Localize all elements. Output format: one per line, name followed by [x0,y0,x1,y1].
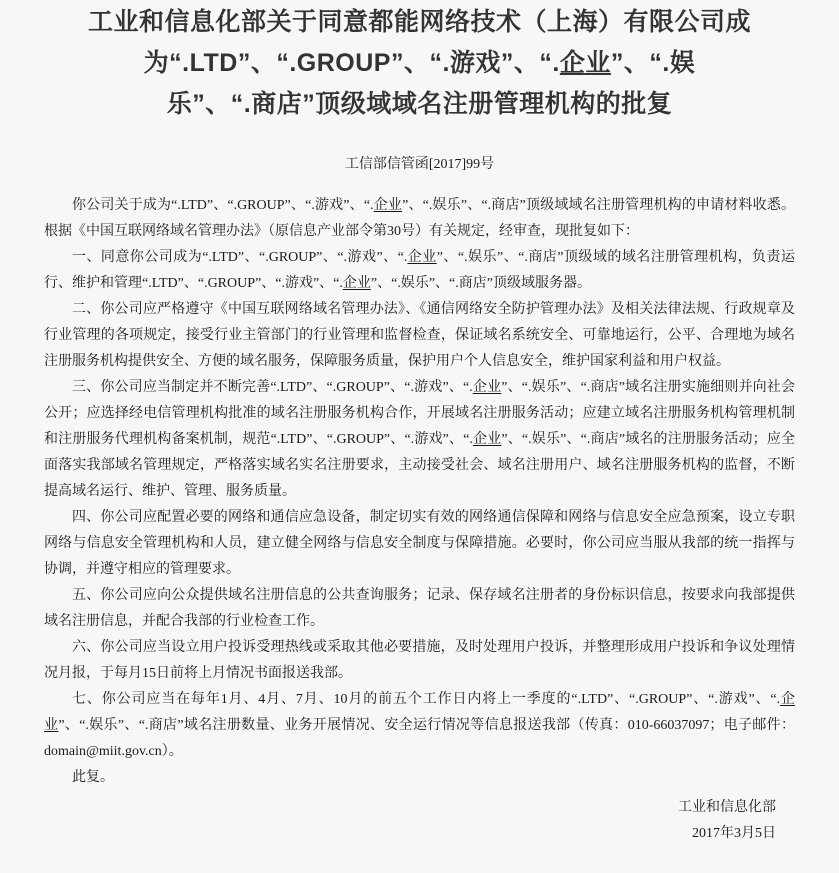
signature-organization: 工业和信息化部 [678,800,776,815]
document-number: 工信部信管函[2017]99号 [344,157,495,172]
paragraph-item-1: 一、同意你公司成为“.LTD”、“.GROUP”、“.游戏”、“.企业”、“.娱乐”、“.商店”顶级域的域名注册管理机构，负责运行、维护和管理“.LTD”、“.GROUP”、“.游戏”、“.企业”、“.娱乐”、“.商店”顶级域服务器。 [44,250,795,291]
paragraph-item-3: 三、你公司应当制定并不断完善“.LTD”、“.GROUP”、“.游戏”、“.企业”、“.娱乐”、“.商店”域名注册实施细则并向社会公开；应选择经电信管理机构批准的域名注册服务机构合作，开展域名注册服务活动；应建立域名注册服务机构管理机制和注册服务代理机构备案机制，规范“.LTD”、“.GROUP”、“.游戏”、“.企业”、“.娱乐”、“.商店”域名的注册服务活动；应全面落实我部域名管理规定，严格落实域名实名注册要求，主动接受社会、域名注册用户、域名注册服务机构的监督，不断提高域名运行、维护、管理、服务质量。 [44,380,795,499]
title-line-1: 工业和信息化部关于同意都能网络技术（上海）有限公司成 [87,8,751,36]
paragraph-item-7: 七、你公司应当在每年1月、4月、7月、10月的前五个工作日内将上一季度的“.LTD”、“.GROUP”、“.游戏”、“.企业”、“.娱乐”、“.商店”域名注册数量、业务开展情况、安全运行情况等信息报送我部（传真：010-66037097；电子邮件：domain@miit.gov.cn）。 [44,692,796,759]
paragraph-item-5: 五、你公司应向公众提供域名注册信息的公共查询服务；记录、保存域名注册者的身份标识信息，按要求向我部提供域名注册信息，并配合我部的行业检查工作。 [44,588,795,629]
document-title [44,2,795,125]
title-line-3: 乐”、“.商店”顶级域域名注册管理机构的批复 [166,90,673,118]
paragraph-intro: 你公司关于成为“.LTD”、“.GROUP”、“.游戏”、“.企业”、“.娱乐”、“.商店”顶级域域名注册管理机构的申请材料收悉。根据《中国互联网络域名管理办法》（原信息产业部令第30号）有关规定，经审查，现批复如下： [44,198,795,239]
paragraph-item-2: 二、你公司应严格遵守《中国互联网络域名管理办法》、《通信网络安全防护管理办法》及相关法律法规、行政规章及行业管理的各项规定，接受行业主管部门的行业管理和监督检查，保证域名系统安全、可靠地运行，公平、合理地为域名注册服务机构提供安全、方便的域名服务，保障服务质量，保护用户个人信息安全，维护国家利益和用户权益。 [44,302,795,369]
signature-date: 2017年3月5日 [692,826,776,841]
paragraph-item-6: 六、你公司应当设立用户投诉受理热线或采取其他必要措施，及时处理用户投诉，并整理形成用户投诉和争议处理情况月报，于每月15日前将上月情况书面报送我部。 [44,640,795,681]
title-line-2: 为“.LTD”、“.GROUP”、“.游戏”、“.企业”、“.娱 [143,49,696,77]
signature-block [44,795,795,847]
paragraph-closing: 此复。 [72,770,114,785]
paragraph-item-4: 四、你公司应配置必要的网络和通信应急设备，制定切实有效的网络通信保障和网络与信息安全应急预案，设立专职网络与信息安全管理机构和人员，建立健全网络与信息安全制度与保障措施。必要时，你公司应当服从我部的统一指挥与协调，并遵守相应的管理要求。 [44,510,795,577]
document-body [44,193,795,791]
